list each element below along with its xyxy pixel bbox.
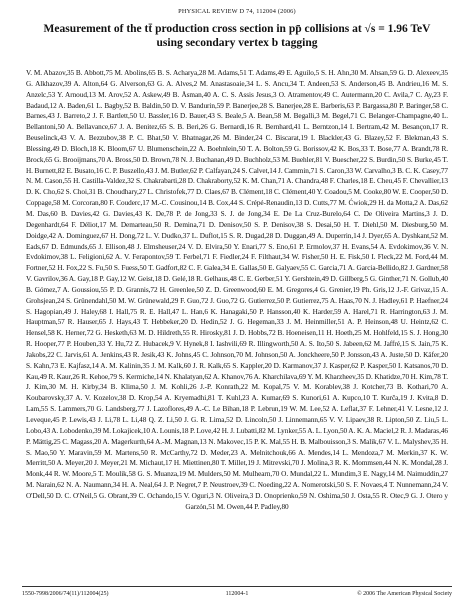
title-line-1: Measurement of the tt̄ production cross section in pp̄ collisions at √s = 1.96 TeV (43, 23, 431, 35)
footer-copyright: © 2006 The American Physical Society (357, 591, 452, 597)
running-head: PHYSICAL REVIEW D 74, 112004 (2006) (178, 8, 296, 15)
article-title (22, 22, 452, 50)
footer-issn: 1550-7998/2006/74(11)/112004(25) (22, 591, 109, 597)
title-line-2: using secondary vertex b tagging (156, 37, 318, 49)
footer-page-number: 112004-1 (225, 591, 249, 597)
footer-divider (22, 586, 452, 587)
author-list: V. M. Abazov,35 B. Abbott,75 M. Abolins,65 B. S. Acharya,28 M. Adams,51 T. Adams,49 E. Aguilo,5 S. H. Ahn,30 M. Ahsan,59 G. D. Alexeev,35 G. Alkhazov,39 A. Alton,64 G. Alverson,63 G. A. Alves,2 M. Anastasoaie,34 L. S. Ancu,34 T. Andeen,53 S. Anderson,45 B. Andrieu,16 M. S. Anzelc,53 Y. Arnoud,13 M. Arov,52 A. Askew,49 B. Åsman,40 A. C. S. Assis Jesus,3 O. Atramentov,49 C. Autermann,20 C. Avila,7 C. Ay,23 F. Badaud,12 A. Baden,61 L. Bagby,52 B. Baldin,50 D. V. Bandurin,59 P. Banerjee,28 S. Banerjee,28 E. Barberis,63 P. Bargassa,80 P. Baringer,58 C. Barnes,43 J. Barreto,2 J. F. Bartlett,50 U. Bassler,16 D. Bauer,43 S. Beale,5 A. Bean,58 M. Begalli,3 M. Begel,71 C. Belanger-Champagne,40 L. Bellantoni,50 A. Bellavance,67 J. A. Benitez,65 S. B. Beri,26 G. Bernardi,16 R. Bernhard,41 L. Berntzon,14 I. Bertram,42 M. Besançon,17 R. Beuselinck,43 V. A. Bezzubov,38 P. C. Bhat,50 V. Bhatnagar,26 M. Binder,24 C. Biscarat,19 I. Blackler,43 G. Blazey,52 F. Blekman,43 S. Blessing,49 D. Bloch,18 K. Bloom,67 U. Blumenschein,22 A. Boehnlein,50 T. A. Bolton,59 G. Borissov,42 K. Bos,33 T. Bose,77 A. Brandt,78 R. Brock,65 G. Brooijmans,70 A. Bross,50 D. Brown,78 N. J. Buchanan,49 D. Buchholz,53 M. Buehler,81 V. Buescher,22 S. Burdin,50 S. Burke,45 T. H. Burnett,82 E. Busato,16 C. P. Buszello,43 J. M. Butler,62 P. Calfayan,24 S. Calvet,14 J. Cammin,71 S. Caron,33 W. Carvalho,3 B. C. K. Casey,77 N. M. Cason,55 H. Castilla-Valdez,32 S. Chakrabarti,28 D. Chakraborty,52 K. M. Chan,71 A. Chandra,48 F. Charles,18 E. Cheu,45 F. Chevallier,13 D. K. Cho,62 S. Choi,31 B. Choudhary,27 L. Christofek,77 D. Claes,67 B. Clément,18 C. Clément,40 Y. Coadou,5 M. Cooke,80 W. E. Cooper,50 D. Coppage,58 M. Corcoran,80 F. Couderc,17 M.-C. Cousinou,14 B. Cox,44 S. Crépé-Renaudin,13 D. Cutts,77 M. Ćwiok,29 H. da Motta,2 A. Das,62 M. Das,60 B. Davies,42 G. Davies,43 K. De,78 P. de Jong,33 S. J. de Jong,34 E. De La Cruz-Burelo,64 C. De Oliveira Martins,3 J. D. Degenhardt,64 F. Déliot,17 M. Demarteau,50 R. Demina,71 D. Denisov,50 S. P. Denisov,38 S. Desai,50 H. T. Diehl,50 M. Diesburg,50 M. Doidge,42 A. Dominguez,67 H. Dong,72 L. V. Dudko,37 L. Duflot,15 S. R. Dugad,28 D. Duggan,49 A. Duperrin,14 J. Dyer,65 A. Dyshkant,52 M. Eads,67 D. Edmunds,65 J. Ellison,48 J. Elmsheuser,24 V. D. Elvira,50 Y. Enari,77 S. Eno,61 P. Ermolov,37 H. Evans,54 A. Evdokimov,36 V. N. Evdokimov,38 L. Feligioni,62 A. V. Ferapontov,59 T. Ferbel,71 F. Fiedler,24 F. Filthaut,34 W. Fisher,50 H. E. Fisk,50 I. Fleck,22 M. Ford,44 M. Fortner,52 H. Fox,22 S. Fu,50 S. Fuess,50 T. Gadfort,82 C. F. Galea,34 E. Gallas,50 E. Galyaev,55 C. Garcia,71 A. Garcia-Bellido,82 J. Gardner,58 V. Gavrilov,36 A. Gay,18 P. Gay,12 W. Geist,18 D. Gelé,18 R. Gelhaus,48 C. E. Gerber,51 Y. Gershtein,49 D. Gillberg,5 G. Ginther,71 N. Gollub,40 B. Gómez,7 A. Goussiou,55 P. D. Grannis,72 H. Greenlee,50 Z. D. Greenwood,60 E. M. Gregores,4 G. Grenier,19 Ph. Gris,12 J.-F. Grivaz,15 A. Grohsjean,24 S. Grünendahl,50 M. W. Grünewald,29 F. Guo,72 J. Guo,72 G. Gutierrez,50 P. Gutierrez,75 A. Haas,70 N. J. Hadley,61 P. Haefner,24 S. Hagopian,49 J. Haley,68 I. Hall,75 R. E. Hall,47 L. Han,6 K. Hanagaki,50 P. Hansson,40 K. Harder,59 A. Harel,71 R. Harrington,63 J. M. Hauptman,57 R. Hauser,65 J. Hays,43 T. Hebbeker,20 D. Hedin,52 J. G. Hegeman,33 J. M. Heinmiller,51 A. P. Heinson,48 U. Heintz,62 C. Hensel,58 K. Herner,72 G. Hesketh,63 M. D. Hildreth,55 R. Hirosky,81 J. D. Hobbs,72 B. Hoeneisen,11 H. Hoeth,25 M. Hohlfeld,15 S. J. Hong,30 R. Hooper,77 P. Houben,33 Y. Hu,72 Z. Hubacek,9 V. Hynek,8 I. Iashvili,69 R. Illingworth,50 A. S. Ito,50 S. Jabeen,62 M. Jaffré,15 S. Jain,75 K. Jakobs,22 C. Jarvis,61 A. Jenkins,43 R. Jesik,43 K. Johns,45 C. Johnson,70 M. Johnson,50 A. Jonckheere,50 P. Jonsson,43 A. Juste,50 D. Käfer,20 S. Kahn,73 E. Kajfasz,14 A. M. Kalinin,35 J. M. Kalk,60 J. R. Kalk,65 S. Kappler,20 D. Karmanov,37 J. Kasper,62 P. Kasper,50 I. Katsanos,70 D. Kau,49 R. Kaur,26 R. Kehoe,79 S. Kermiche,14 N. Khalatyan,62 A. Khanov,76 A. Kharchilava,69 Y. M. Kharzheev,35 D. Khatidze,70 H. Kim,78 T. J. Kim,30 M. H. Kirby,34 B. Klima,50 J. M. Kohli,26 J.-P. Konrath,22 M. Kopal,75 V. M. Korablev,38 J. Kotcher,73 B. Kothari,70 A. Koubarovsky,37 A. V. Kozelov,38 D. Krop,54 A. Kryemadhi,81 T. Kuhl,23 A. Kumar,69 S. Kunori,61 A. Kupco,10 T. Kurča,19 J. Kvita,8 D. Lam,55 S. Lammers,70 G. Landsberg,77 J. Lazoflores,49 A.-C. Le Bihan,18 P. Lebrun,19 W. M. Lee,52 A. Leflat,37 F. Lehner,41 V. Lesne,12 J. Leveque,45 P. Lewis,43 J. Li,78 L. Li,48 Q. Z. Li,50 J. G. R. Lima,52 D. Lincoln,50 J. Linnemann,65 V. V. Lipaev,38 R. Lipton,50 Z. Liu,5 L. Lobo,43 A. Lobodenko,39 M. Lokajicek,10 A. Lounis,18 P. Love,42 H. J. Lubatti,82 M. Lynker,55 A. L. Lyon,50 A. K. A. Maciel,2 R. J. Madaras,46 P. Mättig,25 C. Magass,20 A. Magerkurth,64 A.-M. Magnan,13 N. Makovec,15 P. K. Mal,55 H. B. Malbouisson,3 S. Malik,67 V. L. Malyshev,35 H. S. Mao,50 Y. Maravin,59 M. Martens,50 R. McCarthy,72 D. Meder,23 A. Melnitchouk,66 A. Mendes,14 L. Mendoza,7 M. Merkin,37 K. W. Merritt,50 A. Meyer,20 J. Meyer,21 M. Michaut,17 H. Miettinen,80 T. Millet,19 J. Mitrevski,70 J. Molina,3 R. K. Mommsen,44 N. K. Mondal,28 J. Monk,44 R. W. Moore,5 T. Moulik,58 G. S. Muanza,19 M. Mulders,50 M. Mulhearn,70 O. Mundal,22 L. Mundim,3 E. Nagy,14 M. Naimuddin,27 M. Narain,62 N. A. Naumann,34 H. A. Neal,64 J. P. Negret,7 P. Neustroev,39 C. Noeding,22 A. Nomerotski,50 S. F. Novaes,4 T. Nunnemann,24 V. O'Dell,50 D. C. O'Neil,5 G. Obrant,39 C. Ochando,15 V. Oguri,3 N. Oliveira,3 D. Onoprienko,59 N. Oshima,50 J. Osta,55 R. Otec,9 G. J. Otero y Garzón,51 M. Owen,44 P. Padley,80 (26, 69, 448, 511)
paper-page (22, 0, 452, 613)
